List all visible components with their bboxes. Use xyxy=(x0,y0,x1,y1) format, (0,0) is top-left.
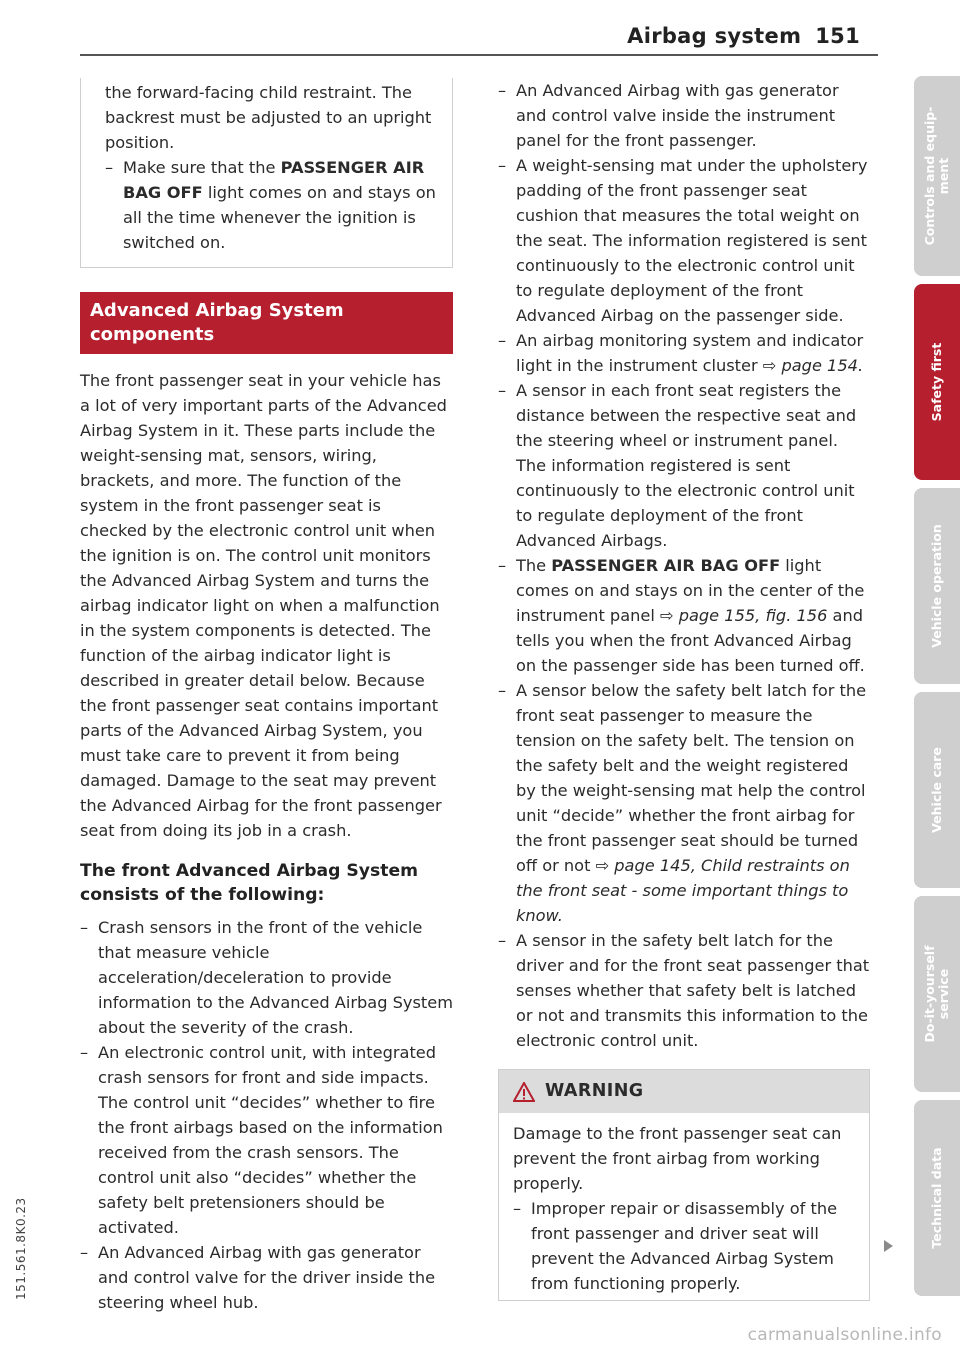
header-rule xyxy=(80,54,878,56)
tab-safety-first[interactable]: Safety first xyxy=(914,284,960,480)
warning-list-item: – Improper repair or disassembly of the front passenger and driver seat will prevent the Advanced Airbag System from functioning properly. xyxy=(513,1196,855,1296)
list-item: – An Advanced Airbag with gas generator and control valve inside the instrument panel for the front passenger. xyxy=(498,78,870,153)
warning-body xyxy=(499,1113,869,1300)
right-column xyxy=(498,78,870,1301)
warning-header xyxy=(499,1070,869,1113)
warning-label: WARNING xyxy=(545,1081,644,1101)
list-item: – A sensor in each front seat registers the distance between the respective seat and the steering wheel or instrument panel. The information registered is sent continuously to the electronic control unit to regulate deployment of the front Advanced Airbags. xyxy=(498,378,870,553)
list-item: – A weight-sensing mat under the upholstery padding of the front passenger seat cushion that measures the total weight on the seat. The information registered is sent continuously to the electronic control unit to regulate deployment of the front Advanced Airbag on the passenger side. xyxy=(498,153,870,328)
passenger-airbag-off-label: PASSENGER AIR BAG OFF xyxy=(551,556,781,575)
tab-vehicle-care[interactable]: Vehicle care xyxy=(914,692,960,888)
warning-triangle-icon xyxy=(513,1082,535,1102)
components-list xyxy=(80,915,453,1315)
box-continuation-text: the forward-facing child restraint. The backrest must be adjusted to an upright position. xyxy=(105,83,432,152)
list-item: – A sensor in the safety belt latch for the driver and for the front seat passenger that senses whether that safety belt is latched or not and transmits this information to the electronic control unit. xyxy=(498,928,870,1053)
page-reference-link[interactable]: ⇨ page 154. xyxy=(762,356,864,375)
subheading: The front Advanced Airbag System consists of the following: xyxy=(80,861,419,905)
list-item: – Crash sensors in the front of the vehicle that measure vehicle acceleration/deceleration to provide information to the Advanced Airbag System about the severity of the crash. xyxy=(80,915,453,1040)
warning-box xyxy=(498,1069,870,1301)
header-title: Airbag system xyxy=(627,24,802,48)
tab-controls-and-equipment[interactable]: Controls and equip- ment xyxy=(914,76,960,276)
chapter-tabs xyxy=(914,76,960,1304)
list-item: – The PASSENGER AIR BAG OFF light comes on and stays on in the center of the instrument panel ⇨ page 155, fig. 156 and tells you when the front Advanced Airbag on the passenger side has been turned off. xyxy=(498,553,870,678)
section-title: Advanced Airbag System components xyxy=(80,292,453,354)
left-column xyxy=(80,78,453,1315)
box-list-item: – Make sure that the PASSENGER AIR BAG OFF light comes on and stays on all the time whenever the ignition is switched on. xyxy=(105,155,436,255)
passenger-airbag-off-label: PASSENGER AIR BAG OFF xyxy=(123,158,425,202)
list-item: – An electronic control unit, with integrated crash sensors for front and side impacts. The control unit “decides” whether to fire the front airbags based on the information received from the crash sensors. The control unit also “decides” whether the safety belt pretensioners should be activated. xyxy=(80,1040,453,1240)
list-item: – A sensor below the safety belt latch for the front seat passenger to measure the tension on the safety belt. The tension on the safety belt and the weight registered by the weight-sensing mat help the control unit “decide” whether the front airbag for the front passenger seat should be turned off or not ⇨ page 145, Child restraints on the front seat - some important things to know. xyxy=(498,678,870,928)
note-box-continuation xyxy=(80,78,453,268)
continue-arrow-icon xyxy=(884,1240,893,1252)
watermark: carmanualsonline.info xyxy=(747,1325,942,1345)
running-header xyxy=(627,24,860,48)
page-reference-link[interactable]: ⇨ page 145, Child restraints on the front seat - some important things to know. xyxy=(516,856,850,925)
list-item: – An airbag monitoring system and indicator light in the instrument cluster ⇨ page 154. xyxy=(498,328,870,378)
tab-do-it-yourself-service[interactable]: Do-it-yourself service xyxy=(914,896,960,1092)
tab-technical-data[interactable]: Technical data xyxy=(914,1100,960,1296)
page-number: 151 xyxy=(815,24,860,48)
body-paragraph: The front passenger seat in your vehicle has a lot of very important parts of the Advanced Airbag System in it. These parts include the weight-sensing mat, sensors, wiring, brackets, and more. The function of the system in the front passenger seat is checked by the electronic control unit when the ignition is on. The control unit monitors the Advanced Airbag System and turns the airbag indicator light on when a malfunction in the system components is detected. The function of the airbag indicator light is described in greater detail below. Because the front passenger seat contains important parts of the Advanced Airbag System, you must take care to prevent it from being damaged. Damage to the seat may prevent the Advanced Airbag for the front passenger seat from doing its job in a crash. xyxy=(80,371,447,840)
page-reference-link[interactable]: ⇨ page 155, fig. 156 xyxy=(660,606,828,625)
warning-text: Damage to the front passenger seat can prevent the front airbag from working properly. xyxy=(513,1124,842,1193)
tab-vehicle-operation[interactable]: Vehicle operation xyxy=(914,488,960,684)
document-code: 151.561.8K0.23 xyxy=(14,1197,28,1300)
list-item: – An Advanced Airbag with gas generator and control valve for the driver inside the steering wheel hub. xyxy=(80,1240,453,1315)
